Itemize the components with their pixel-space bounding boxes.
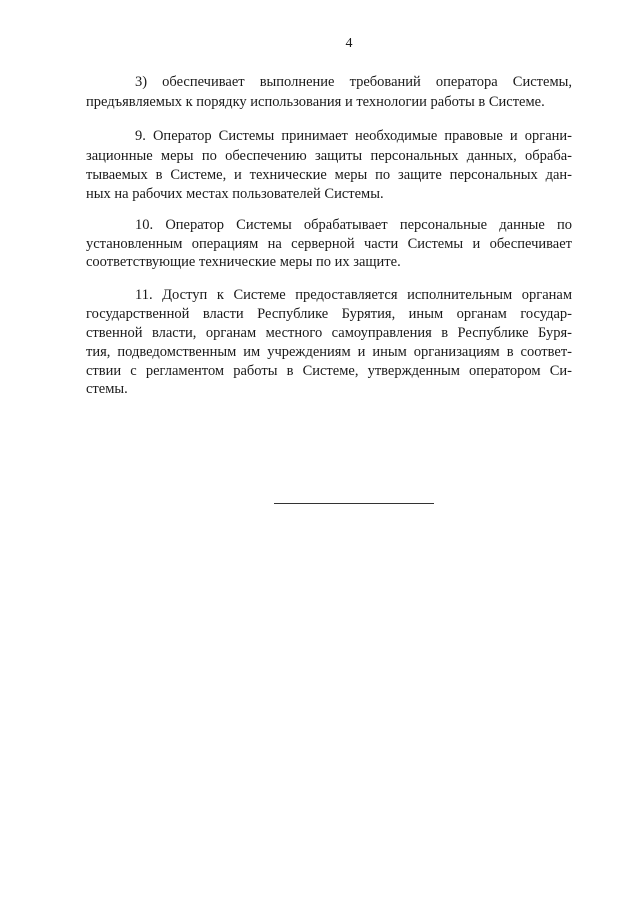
paragraph-line: тия, подведомственным им учреждениям и иным организациям в соответ- (86, 344, 572, 360)
end-separator-line (274, 503, 434, 504)
page-number: 4 (345, 36, 353, 51)
paragraph-line: стемы. (86, 381, 128, 397)
paragraph-line: ствии с регламентом работы в Системе, утвержденным оператором Си- (86, 363, 572, 379)
paragraph-line: 11. Доступ к Системе предоставляется исполнительным органам (135, 287, 572, 303)
paragraph-line: тываемых в Системе, и технические меры по защите персональных дан- (86, 167, 572, 183)
paragraph-line: 10. Оператор Системы обрабатывает персональные данные по (135, 217, 572, 233)
paragraph-line: ственной власти, органам местного самоуправления в Республике Буря- (86, 325, 572, 341)
paragraph-line: 9. Оператор Системы принимает необходимые правовые и органи- (135, 128, 572, 144)
paragraph-line: 3) обеспечивает выполнение требований оператора Системы, (135, 74, 572, 90)
paragraph-line: установленным операциям на серверной части Системы и обеспечивает (86, 236, 572, 252)
paragraph-line: предъявляемых к порядку использования и технологии работы в Системе. (86, 94, 545, 110)
paragraph-line: государственной власти Республике Бурятия, иным органам государ- (86, 306, 572, 322)
paragraph-line: соответствующие технические меры по их защите. (86, 254, 401, 270)
paragraph-line: зационные меры по обеспечению защиты персональных данных, обраба- (86, 148, 572, 164)
paragraph-line: ных на рабочих местах пользователей Системы. (86, 186, 384, 202)
